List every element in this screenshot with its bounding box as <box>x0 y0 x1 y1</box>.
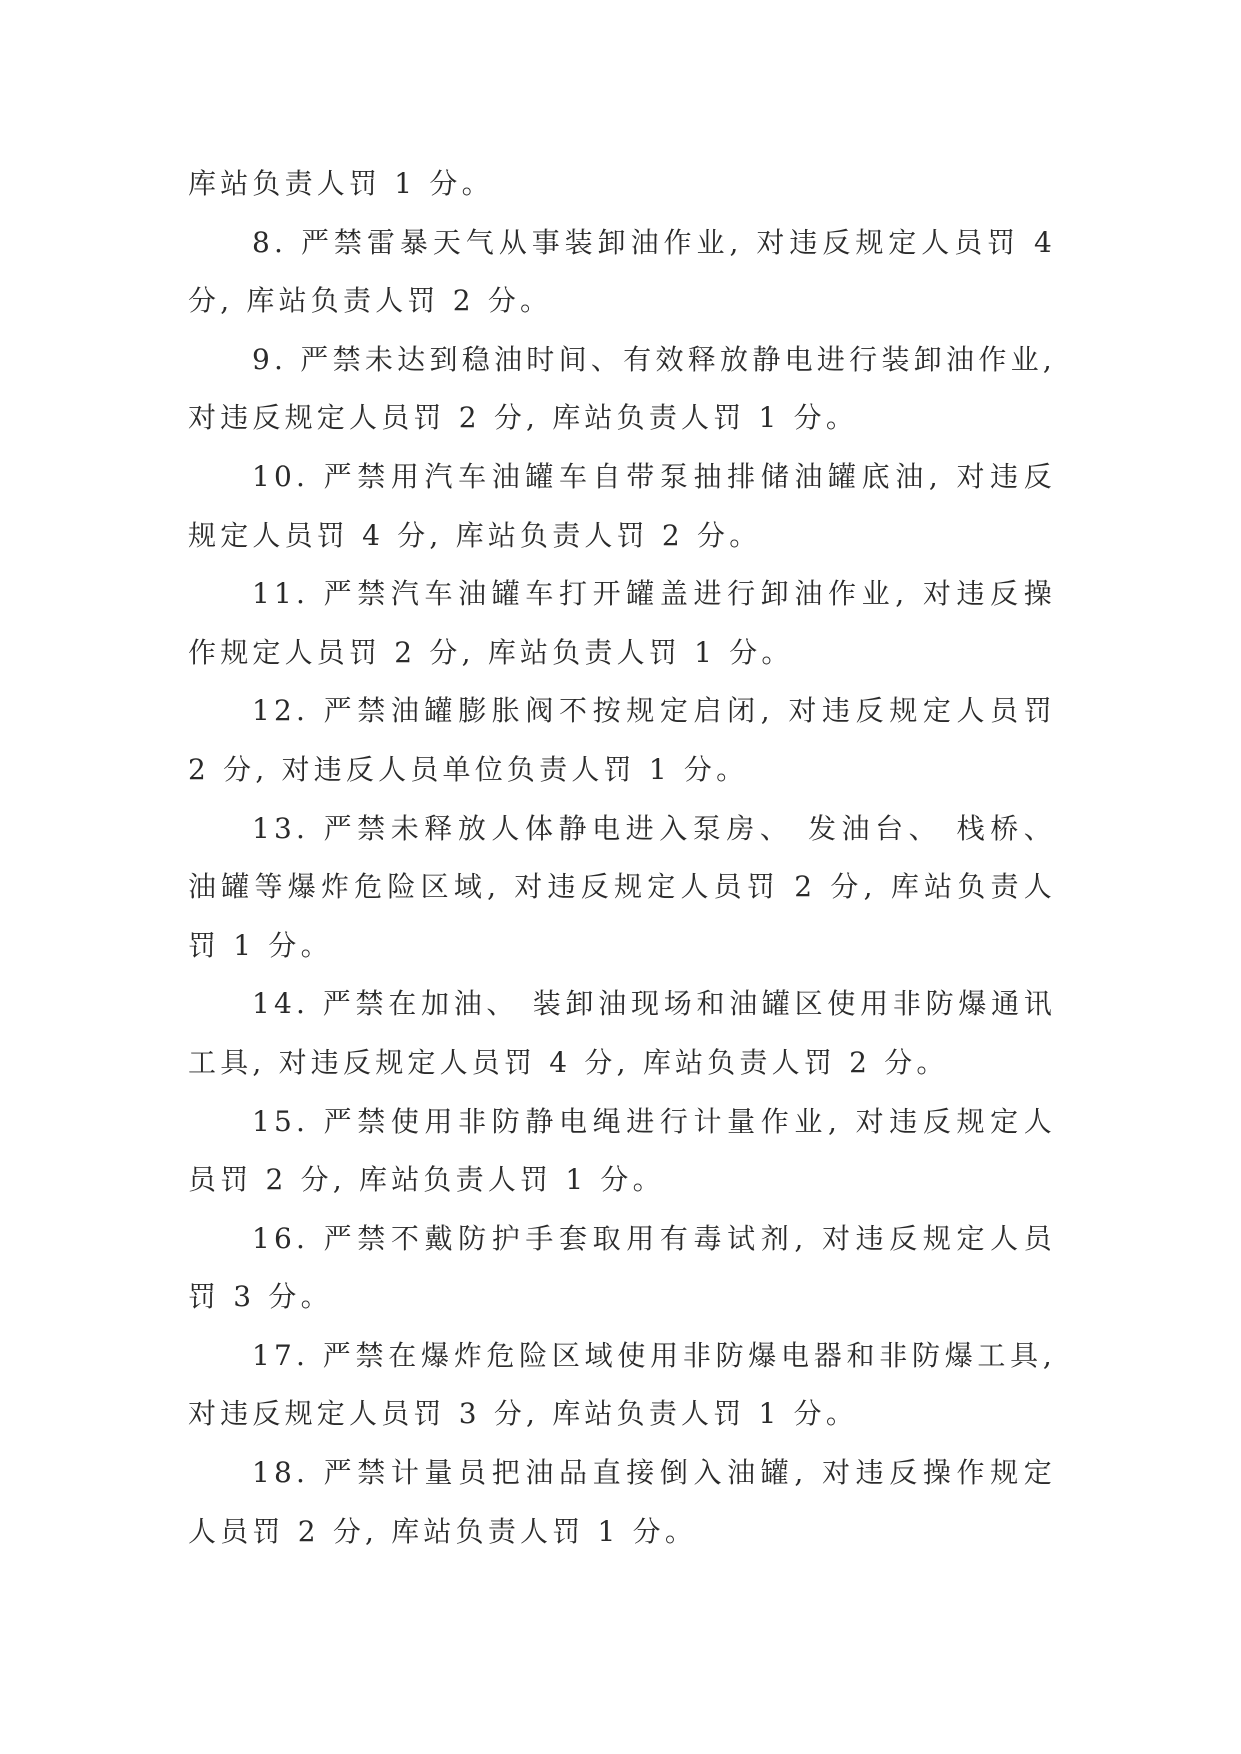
paragraph-item-12: 12. 严禁油罐膨胀阀不按规定启闭, 对违反规定人员罚 2 分, 对违反人员单位负责人罚 1 分。 <box>188 694 1056 786</box>
paragraph-item-10: 10. 严禁用汽车油罐车自带泵抽排储油罐底油, 对违反规定人员罚 4 分, 库站负责人罚 2 分。 <box>188 459 1056 552</box>
paragraph-item-16: 16. 严禁不戴防护手套取用有毒试剂, 对违反规定人员罚 3 分。 <box>188 1221 1056 1314</box>
paragraph-item-9: 9. 严禁未达到稳油时间、有效释放静电进行装卸油作业, 对违反规定人员罚 2 分, 库站负责人罚 1 分。 <box>188 342 1056 435</box>
paragraph-item-14: 14. 严禁在加油、 装卸油现场和油罐区使用非防爆通讯工具, 对违反规定人员罚 4 分, 库站负责人罚 2 分。 <box>188 987 1056 1079</box>
paragraph-continuation: 库站负责人罚 1 分。 <box>188 167 494 200</box>
paragraph-item-15: 15. 严禁使用非防静电绳进行计量作业, 对违反规定人员罚 2 分, 库站负责人罚 1 分。 <box>188 1104 1056 1197</box>
paragraph-item-18: 18. 严禁计量员把油品直接倒入油罐, 对违反操作规定人员罚 2 分, 库站负责人罚 1 分。 <box>188 1456 1056 1548</box>
paragraph-item-11: 11. 严禁汽车油罐车打开罐盖进行卸油作业, 对违反操作规定人员罚 2 分, 库站负责人罚 1 分。 <box>188 577 1056 669</box>
paragraph-item-8: 8. 严禁雷暴天气从事装卸油作业, 对违反规定人员罚 4 分, 库站负责人罚 2 分。 <box>188 225 1056 318</box>
document-body <box>188 155 1056 1561</box>
paragraph-item-17: 17. 严禁在爆炸危险区域使用非防爆电器和非防爆工具, 对违反规定人员罚 3 分, 库站负责人罚 1 分。 <box>188 1338 1056 1431</box>
paragraph-item-13: 13. 严禁未释放人体静电进入泵房、 发油台、 栈桥、 油罐等爆炸危险区域, 对违反规定人员罚 2 分, 库站负责人罚 1 分。 <box>188 811 1056 962</box>
